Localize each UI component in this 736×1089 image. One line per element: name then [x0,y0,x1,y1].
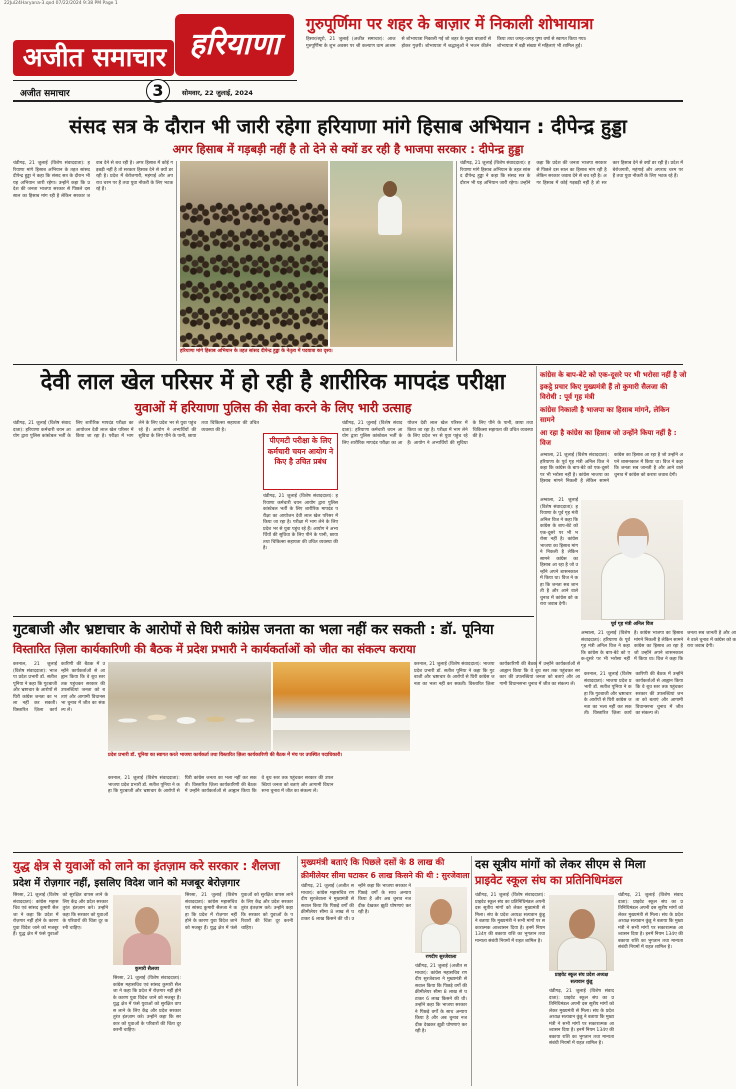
rule-after-lead [13,364,683,365]
poonia-photo-welcome [108,662,271,751]
vij-photo-caption: पूर्व गृह मंत्री अनिल विज [610,622,654,627]
shailja-photo [113,895,181,965]
masthead-brand-small: अजीत समाचार [20,89,70,99]
shailja-subheadline: प्रदेश में रोज़गार नहीं, इसलिए विदेश जाने को मजबूर बेरोज़गार [13,878,240,889]
school-photo-head [569,909,595,939]
masthead-region: हरियाणा [189,27,280,62]
masthead-brand: अजीत समाचार [22,43,167,73]
school-headline: दस सूत्रीय मांगों को लेकर सीएम से मिला [475,857,646,871]
school-photo-caption: प्राइवेट स्कूल संघ प्रदेश अध्यक्ष सत्यवान कुंडू [554,973,609,985]
leader-head [383,181,397,197]
rule-after-poonia [13,852,683,853]
shailja-photo-body [123,933,171,965]
shailja-headline: युद्ध क्षेत्र से युवाओं को लाने का इंतज़ाम करे सरकार : शैलजा [13,859,280,873]
poonia-body-left: करनाल, 21 जुलाई (विशेष संवाददाता): भाजपा प्रदेश प्रभारी डॉ. सतीश पूनिया ने कहा कि गुटबाजी और भ्रष्टाचार के आरोपों से घिरी कांग्रेस जनता का भला नहीं कर सकती। विस्तारित ज़िला कार्यकारिणी की बैठक में उन्होंने कार्यकर्ताओं से आह्वान किया कि वे बूथ स्तर तक पहुंचकर सरकार की उपलब्धियां जनता को बताएं और आगामी विधानसभा चुनाव में जीत का संकल्प लें। [13,662,105,713]
vij-body-bottom: अम्बाला, 21 जुलाई (विशेष संवाददाता): हरियाणा के पूर्व गृह मंत्री अनिल विज ने कहा कि कांग्रेस के बाप-बेटे को एक-दूसरे पर भी भरोसा नहीं है। कांग्रेस भाजपा का हिसाब मांगने निकली है लेकिन सामने कांग्रेस का हिसाब आ रहा है जो उन्होंने अपने शासनकाल में किया था। विज ने कहा कि जनता सब जानती है और आने वाले चुनाव में कांग्रेस को करारा जवाब देगी। [581,631,736,662]
vij-headline-2: इकट्ठे प्रचार किए मुख्यमंत्री हैं तो कुमारी सैलजा की विरोधी : पूर्व गृह मंत्री [540,383,668,401]
vij-headline-3: कांग्रेस निकाली है भाजपा का हिसाब मांगने, लेकिन सामने [540,406,670,424]
poonia-photo-table [273,718,410,730]
shailja-photo-head [135,907,159,935]
school-photo-body [557,937,607,971]
school-body-left: चंडीगढ़, 21 जुलाई (विशेष संवाददाता): प्राइवेट स्कूल संघ का प्रतिनिधिमंडल अपनी दस सूत्रीय मांगों को लेकर मुख्यमंत्री से मिला। संघ के प्रदेश अध्यक्ष सत्यवान कुंडू ने बताया कि मुख्यमंत्री ने सभी मांगों पर सकारात्मक आश्वासन दिया है। इनमें नियम 134ए की बकाया राशि का भुगतान तथा मान्यता संबंधी नियमों में राहत शामिल है। [475,893,545,944]
masthead-rule-bottom [13,100,683,102]
surjewala-body-right: चंडीगढ़, 21 जुलाई (अजीत समाचार): कांग्रेस महासचिव रणदीप सुरजेवाला ने मुख्यमंत्री से सवाल किया कि पिछड़े वर्गों की क्रीमीलेयर सीमा 8 लाख से घटाकर 6 लाख किसने की थी। उन्होंने कहा कि भाजपा सरकार ने पिछड़े वर्गों के साथ अन्याय किया है और अब चुनाव नजदीक देखकर झूठी घोषणाएं कर रही है। [415,964,467,1034]
poonia-subheadline: विस्तारित ज़िला कार्यकारिणी की बैठक में प्रदेश प्रभारी ने कार्यकर्ताओं को जीत का संकल्प कराया [13,642,416,656]
surjewala-photo-body [421,923,461,953]
poonia-body-mid: करनाल, 21 जुलाई (विशेष संवाददाता): भाजपा प्रदेश प्रभारी डॉ. सतीश पूनिया ने कहा कि गुटबाजी और भ्रष्टाचार के आरोपों से घिरी कांग्रेस जनता का भला नहीं कर सकती। विस्तारित ज़िला कार्यकारिणी की बैठक में उन्होंने कार्यकर्ताओं से आह्वान किया कि वे बूथ स्तर तक पहुंचकर सरकार की उपलब्धियां जनता को बताएं और आगामी विधानसभा चुनाव में जीत का संकल्प लें। [108,776,334,794]
surjewala-headline-1: मुख्यमंत्री बताएं कि पिछले दसों के 8 लाख की [301,858,445,868]
shailja-photo-caption: कुमारी सैलजा [135,967,159,972]
vij-body-left: अम्बाला, 21 जुलाई (विशेष संवाददाता): हरियाणा के पूर्व गृह मंत्री अनिल विज ने कहा कि कांग्रेस के बाप-बेटे को एक-दूसरे पर भी भरोसा नहीं है। कांग्रेस भाजपा का हिसाब मांगने निकली है लेकिन सामने कांग्रेस का हिसाब आ रहा है जो उन्होंने अपने शासनकाल में किया था। विज ने कहा कि जनता सब जानती है और आने वाले चुनाव में कांग्रेस को करारा जवाब देगी। [540,498,578,607]
lead-col-rule-2 [456,161,457,361]
poonia-body-far-right: करनाल, 21 जुलाई (विशेष संवाददाता): भाजपा प्रदेश प्रभारी डॉ. सतीश पूनिया ने कहा कि गुटबाजी और भ्रष्टाचार के आरोपों से घिरी कांग्रेस जनता का भला नहीं कर सकती। विस्तारित ज़िला कार्यकारिणी की बैठक में उन्होंने कार्यकर्ताओं से आह्वान किया कि वे बूथ स्तर तक पहुंचकर सरकार की उपलब्धियां जनता को बताएं और आगामी विधानसभा चुनाव में जीत का संकल्प लें। [584,672,683,716]
crowd-heads [180,201,328,347]
lead-col-rule-1 [176,161,177,361]
devi-lal-inset: पीएमटी परीक्षा के लिए कर्मचारी चयन आयोग ने किए है उचित प्रबंध [267,436,334,466]
surjewala-headline-2: क्रीमीलेयर सीमा घटाकर 6 लाख किसने की थी : सुरजेवाला [301,871,470,880]
vij-headline-1: कांग्रेस के बाप-बेटे को एक-दूसरे पर भी भरोसा नहीं है जो [540,371,687,379]
guru-purnima-headline: गुरुपूर्णिमा पर शहर के बाज़ार में निकाली शोभायात्रा [306,15,594,33]
devi-lal-body-c: चंडीगढ़, 21 जुलाई (विशेष संवाददाता): हरियाणा कर्मचारी चयन आयोग द्वारा पुलिस कांस्टेबल भर्ती के लिए शारीरिक मापदंड परीक्षा का आयोजन देवी लाल खेल परिसर में किया जा रहा है। परीक्षा में भाग लेने के लिए प्रदेश भर से युवा पहुंच रहे हैं। आयोग ने अभ्यर्थियों की सुविधा के लिए पीने के पानी, छाया तथा चिकित्सा सहायता की उचित व्यवस्था की है। [342,421,533,446]
vij-photo [581,500,683,620]
right-column-rule [536,366,537,668]
surjewala-body-top: चंडीगढ़, 21 जुलाई (अजीत समाचार): कांग्रेस महासचिव रणदीप सुरजेवाला ने मुख्यमंत्री से सवाल किया कि पिछड़े वर्गों की क्रीमीलेयर सीमा 8 लाख से घटाकर 6 लाख किसने की थी। उन्होंने कहा कि भाजपा सरकार ने पिछड़े वर्गों के साथ अन्याय किया है और अब चुनाव नजदीक देखकर झूठी घोषणाएं कर रही है। [301,884,411,922]
surjewala-photo [415,887,467,953]
surjewala-photo-head [430,899,452,925]
leader-figure [378,195,402,235]
devi-lal-body-b: चंडीगढ़, 21 जुलाई (विशेष संवाददाता): हरियाणा कर्मचारी चयन आयोग द्वारा पुलिस कांस्टेबल भर्ती के लिए शारीरिक मापदंड परीक्षा का आयोजन देवी लाल खेल परिसर में किया जा रहा है। परीक्षा में भाग लेने के लिए प्रदेश भर से युवा पहुंच रहे हैं। आयोग ने अभ्यर्थियों की सुविधा के लिए पीने के पानी, छाया तथा चिकित्सा सहायता की उचित व्यवस्था की है। [263,494,338,551]
print-slug: 22Jul24Haryana-3.qxd 07/22/2024 9:38 PM Page 1 [4,1,118,6]
shailja-body-right: सिरसा, 21 जुलाई (विशेष संवाददाता): कांग्रेस महासचिव एवं सांसद कुमारी सैलजा ने कहा कि प्रदेश में रोज़गार नहीं होने के कारण युवा विदेश जाने को मजबूर हैं। युद्ध क्षेत्र में फंसे युवाओं को सुरक्षित वापस लाने के लिए केंद्र और प्रदेश सरकार तुरंत इंतज़ाम करे। उन्होंने कहा कि सरकार को युवाओं के परिवारों की चिंता दूर करनी चाहिए। [185,893,293,931]
lead-body-left: चंडीगढ़, 21 जुलाई (विशेष संवाददाता): हरियाणा मांगे हिसाब अभियान के तहत सांसद दीपेन्द्र हुड्डा ने कहा कि संसद सत्र के दौरान भी यह अभियान जारी रहेगा। उन्होंने कहा कि प्रदेश की जनता भाजपा सरकार से पिछले दस साल का हिसाब मांग रही है लेकिन सरकार जवाब देने से बच रही है। अगर हिसाब में कोई गड़बड़ी नहीं है तो सरकार हिसाब देने से क्यों डर रही है। प्रदेश में बेरोजगारी, महंगाई और अपराध चरम पर हैं तथा युवा नौकरी के लिए भटक रहे हैं। [13,161,173,199]
vij-photo-body [601,552,665,620]
school-body-right: चंडीगढ़, 21 जुलाई (विशेष संवाददाता): प्राइवेट स्कूल संघ का प्रतिनिधिमंडल अपनी दस सूत्रीय मांगों को लेकर मुख्यमंत्री से मिला। संघ के प्रदेश अध्यक्ष सत्यवान कुंडू ने बताया कि मुख्यमंत्री ने सभी मांगों पर सकारात्मक आश्वासन दिया है। इनमें नियम 134ए की बकाया राशि का भुगतान तथा मान्यता संबंधी नियमों में राहत शामिल है। [618,893,683,950]
poonia-photo-stage [273,662,410,751]
page-number: 3 [152,81,164,100]
lead-photo-leader [330,161,453,347]
vij-body-top: अम्बाला, 21 जुलाई (विशेष संवाददाता): हरियाणा के पूर्व गृह मंत्री अनिल विज ने कहा कि कांग्रेस के बाप-बेटे को एक-दूसरे पर भी भरोसा नहीं है। कांग्रेस भाजपा का हिसाब मांगने निकली है लेकिन सामने कांग्रेस का हिसाब आ रहा है जो उन्होंने अपने शासनकाल में किया था। विज ने कहा कि जनता सब जानती है और आने वाले चुनाव में कांग्रेस को करारा जवाब देगी। [540,453,683,484]
poonia-body-right: करनाल, 21 जुलाई (विशेष संवाददाता): भाजपा प्रदेश प्रभारी डॉ. सतीश पूनिया ने कहा कि गुटबाजी और भ्रष्टाचार के आरोपों से घिरी कांग्रेस जनता का भला नहीं कर सकती। विस्तारित ज़िला कार्यकारिणी की बैठक में उन्होंने कार्यकर्ताओं से आह्वान किया कि वे बूथ स्तर तक पहुंचकर सरकार की उपलब्धियां जनता को बताएं और आगामी विधानसभा चुनाव में जीत का संकल्प लें। [414,662,580,687]
issue-date: सोमवार, 22 जुलाई, 2024 [182,89,253,97]
poonia-photo-people [108,690,271,751]
devi-lal-headline: देवी लाल खेल परिसर में हो रही है शारीरिक मापदंड परीक्षा [40,370,506,395]
bottom-rule-1 [297,856,298,1086]
vij-headline-4: आ रहा है कांग्रेस का हिसाब जो उन्होंने किया नहीं है : विज [540,429,677,447]
school-photo [549,895,614,971]
devi-lal-subheadline: युवाओं में हरियाणा पुलिस की सेवा करने के लिए भारी उत्साह [134,400,412,415]
poonia-photo-caption: प्रदेश प्रभारी डॉ. पूनिया का स्वागत करते भाजपा कार्यकर्ता तथा विस्तारित ज़िला कार्यकारिणी की बैठक में मंच पर उपस्थित पदाधिकारी। [108,753,343,758]
devi-lal-body-a: चंडीगढ़, 21 जुलाई (विशेष संवाददाता): हरियाणा कर्मचारी चयन आयोग द्वारा पुलिस कांस्टेबल भर्ती के लिए शारीरिक मापदंड परीक्षा का आयोजन देवी लाल खेल परिसर में किया जा रहा है। परीक्षा में भाग लेने के लिए प्रदेश भर से युवा पहुंच रहे हैं। आयोग ने अभ्यर्थियों की सुविधा के लिए पीने के पानी, छाया तथा चिकित्सा सहायता की उचित व्यवस्था की है। [13,421,259,439]
school-subheadline: प्राइवेट स्कूल संघ का प्रतिनिधिमंडल [475,873,623,887]
bottom-rule-2 [471,856,472,1086]
lead-body-right: चंडीगढ़, 21 जुलाई (विशेष संवाददाता): हरियाणा मांगे हिसाब अभियान के तहत सांसद दीपेन्द्र हुड्डा ने कहा कि संसद सत्र के दौरान भी यह अभियान जारी रहेगा। उन्होंने कहा कि प्रदेश की जनता भाजपा सरकार से पिछले दस साल का हिसाब मांग रही है लेकिन सरकार जवाब देने से बच रही है। अगर हिसाब में कोई गड़बड़ी नहीं है तो सरकार हिसाब देने से क्यों डर रही है। प्रदेश में बेरोजगारी, महंगाई और अपराध चरम पर हैं तथा युवा नौकरी के लिए भटक रहे हैं। [460,161,683,186]
lead-photo-caption: हरियाणा मांगे हिसाब अभियान के तहत सांसद दीपेन्द्र हुड्डा के नेतृत्व में पदयात्रा का दृश्य। [180,349,333,354]
rule-after-devi-lal [13,616,534,617]
lead-photo-crowd [180,161,328,347]
surjewala-photo-caption: रणदीप सुरजेवाला [425,955,457,960]
lead-headline: संसद सत्र के दौरान भी जारी रहेगा हरियाणा मांगे हिसाब अभियान : दीपेन्द्र हुड्डा [69,115,627,138]
guru-purnima-body: हिसार/ब्यूरो, 21 जुलाई (अजीत समाचार): आज गुरुपूर्णिमा के शुभ अवसर पर श्री कल्याण धाम आश्रम से शोभायात्रा निकाली गई जो शहर के मुख्य बाज़ारों से होकर गुज़री। शोभायात्रा में श्रद्धालुओं ने भजन कीर्तन किया तथा जगह-जगह पुष्प वर्षा से स्वागत किया गया। शोभायात्रा में बड़ी संख्या में महिलाएं भी शामिल हुईं। [306,37,587,49]
lead-subheadline: अगर हिसाब में गड़बड़ी नहीं है तो देने से क्यों डर रही है भाजपा सरकार : दीपेन्द्र हुड्डा [172,142,524,156]
shailja-body-mid: सिरसा, 21 जुलाई (विशेष संवाददाता): कांग्रेस महासचिव एवं सांसद कुमारी सैलजा ने कहा कि प्रदेश में रोज़गार नहीं होने के कारण युवा विदेश जाने को मजबूर हैं। युद्ध क्षेत्र में फंसे युवाओं को सुरक्षित वापस लाने के लिए केंद्र और प्रदेश सरकार तुरंत इंतज़ाम करे। उन्होंने कहा कि सरकार को युवाओं के परिवारों की चिंता दूर करनी चाहिए। [113,976,181,1033]
school-body-mid: चंडीगढ़, 21 जुलाई (विशेष संवाददाता): प्राइवेट स्कूल संघ का प्रतिनिधिमंडल अपनी दस सूत्रीय मांगों को लेकर मुख्यमंत्री से मिला। संघ के प्रदेश अध्यक्ष सत्यवान कुंडू ने बताया कि मुख्यमंत्री ने सभी मांगों पर सकारात्मक आश्वासन दिया है। इनमें नियम 134ए की बकाया राशि का भुगतान तथा मान्यता संबंधी नियमों में राहत शामिल है। [549,989,614,1046]
shailja-body-left: सिरसा, 21 जुलाई (विशेष संवाददाता): कांग्रेस महासचिव एवं सांसद कुमारी सैलजा ने कहा कि प्रदेश में रोज़गार नहीं होने के कारण युवा विदेश जाने को मजबूर हैं। युद्ध क्षेत्र में फंसे युवाओं को सुरक्षित वापस लाने के लिए केंद्र और प्रदेश सरकार तुरंत इंतज़ाम करे। उन्होंने कहा कि सरकार को युवाओं के परिवारों की चिंता दूर करनी चाहिए। [13,893,108,937]
poonia-headline: गुटबाजी और भ्रष्टाचार के आरोपों से घिरी कांग्रेस जनता का भला नहीं कर सकती : डॉ. पूनिया [13,622,494,638]
